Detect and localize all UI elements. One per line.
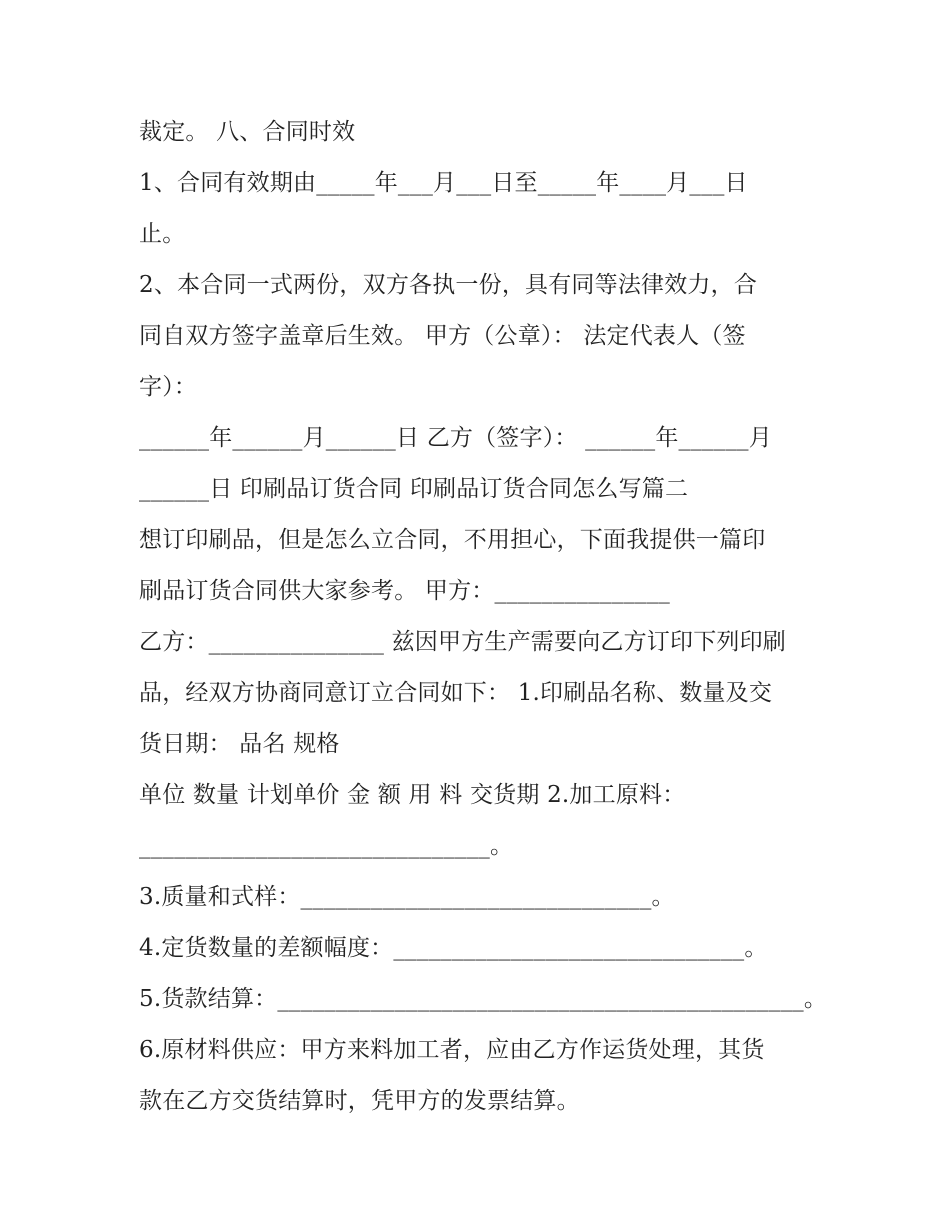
text-line: ______年______月______日 乙方（签字）： ______年______月 <box>139 425 772 451</box>
text-line: 3.质量和式样：______________________________。 <box>139 884 675 910</box>
text-line: ______日 印刷品订货合同 印刷品订货合同怎么写篇二 <box>139 476 689 502</box>
text-line: 5.货款结算：_____________________________________________。 <box>139 986 828 1012</box>
text-line: 6.原材料供应：甲方来料加工者，应由乙方作运货处理，其货 <box>139 1037 765 1063</box>
text-line: 乙方：_______________ 兹因甲方生产需要向乙方订印下列印刷 <box>139 629 787 655</box>
text-line: 4.定货数量的差额幅度：______________________________。 <box>139 935 768 961</box>
text-line: 品，经双方协商同意订立合同如下： 1.印刷品名称、数量及交 <box>139 680 773 706</box>
text-line: 同自双方签字盖章后生效。 甲方（公章）： 法定代表人（签 <box>139 323 746 349</box>
text-line: 2、本合同一式两份，双方各执一份，具有同等法律效力，合 <box>139 272 758 298</box>
text-line: 1、合同有效期由_____年___月___日至_____年____月___日 <box>139 170 748 196</box>
document-body <box>139 107 828 1127</box>
text-line: 货日期： 品名 规格 <box>139 731 340 757</box>
text-line: 裁定。 八、合同时效 <box>139 119 356 145</box>
text-line: 想订印刷品，但是怎么立合同，不用担心，下面我提供一篇印 <box>139 527 766 553</box>
text-line: 字）： <box>139 374 198 400</box>
text-line: 止。 <box>139 221 186 247</box>
text-line: 款在乙方交货结算时，凭甲方的发票结算。 <box>139 1088 580 1114</box>
text-line: 刷品订货合同供大家参考。 甲方：_______________ <box>139 578 671 604</box>
text-line: ______________________________。 <box>139 833 514 859</box>
text-line: 单位 数量 计划单价 金 额 用 料 交货期 2.加工原料： <box>139 782 686 808</box>
